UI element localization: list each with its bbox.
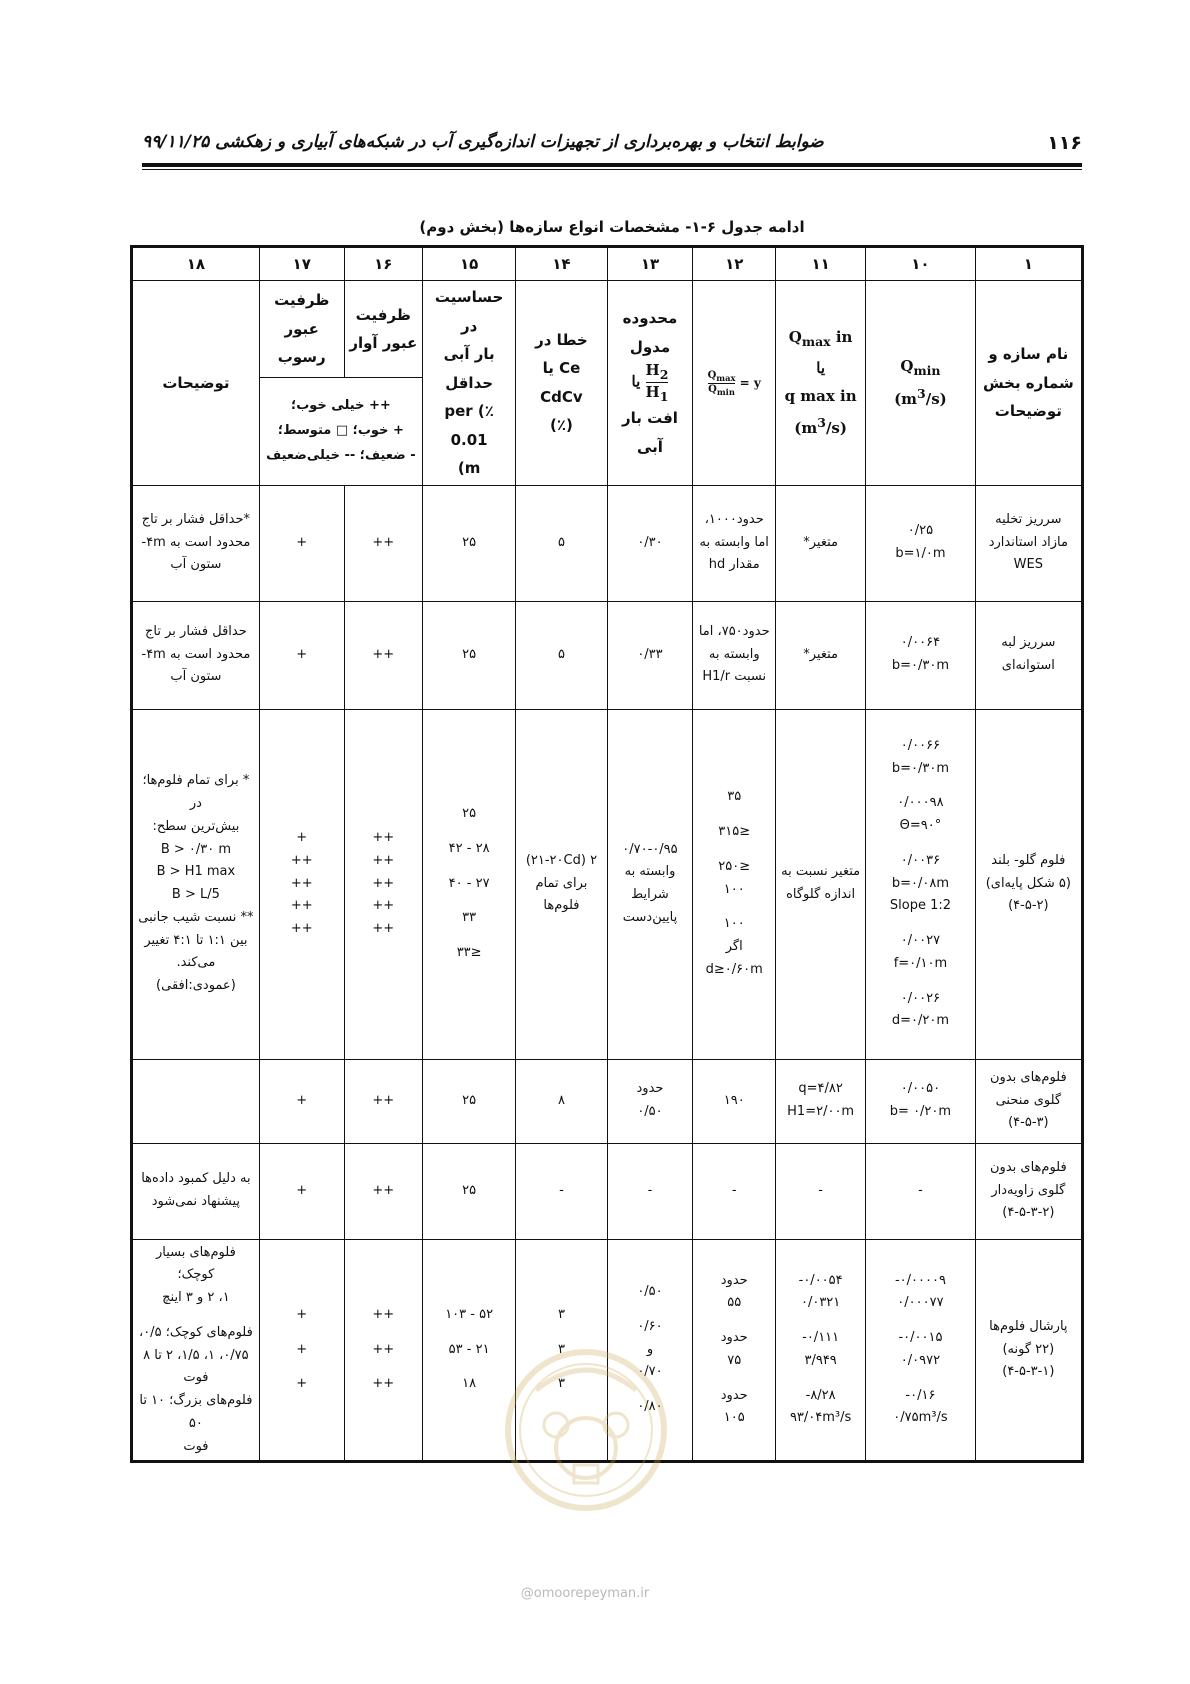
cell-line: ۰/۰۰۰۰۹-: [894, 1272, 946, 1288]
cell-line: حدود: [636, 1081, 664, 1097]
watermark-site-text: @omoorepeyman.ir: [520, 1586, 650, 1601]
header-line: عبور آوار: [349, 334, 418, 352]
cell-line: Θ=۹۰°: [899, 818, 942, 834]
cell-line: ۸: [557, 1092, 565, 1108]
cell-line: ++: [372, 875, 395, 891]
header-line: m): [457, 459, 481, 477]
cell-line: می‌کند. (عمودی:افقی): [156, 955, 236, 993]
column-number: ۱۶: [344, 247, 422, 281]
column-number: ۱۷: [259, 247, 344, 281]
cell-qmax: [776, 1239, 866, 1462]
cell-line: ستون آب: [170, 557, 222, 573]
cell-line: f=۰/۱۰m: [893, 955, 948, 971]
cell-line: ≤۳۱۵: [718, 824, 751, 840]
running-title: ضوابط انتخاب و بهره‌برداری از تجهیزات اندازه‌گیری آب در شبکه‌های آبیاری و زهکشی ۹۹/۱۱/۲۵: [142, 132, 824, 152]
cell-y-ratio: [693, 709, 776, 1059]
cell-line: ۰/۰۰۵۴-: [798, 1272, 843, 1288]
cell-remarks: [132, 485, 260, 601]
cell-line: +: [296, 534, 308, 550]
cell-modular-range: [607, 1143, 693, 1239]
structures-spec-table: [130, 245, 1084, 1463]
cell-line: بیش‌ترین سطح:: [152, 818, 240, 834]
header-line: ++ خیلی خوب؛: [291, 398, 391, 414]
cell-line: +: [296, 646, 308, 662]
cell-line: b=۱/۰m: [895, 546, 946, 561]
cell-line: -: [918, 1182, 923, 1198]
cell-remarks: [132, 1143, 260, 1239]
cell-line: WES: [1013, 557, 1043, 573]
cell-line: (۵ شکل پایه‌ای): [985, 875, 1071, 891]
header-line: ٪) per 0.01: [444, 402, 494, 449]
cell-line: d=۰/۲۰m: [891, 1013, 950, 1029]
cell-line: حدود: [720, 1387, 748, 1403]
cell-qmin: [866, 709, 975, 1059]
cell-debris-rating: [344, 1059, 422, 1143]
cell-debris-rating: [344, 1239, 422, 1462]
header-line: توضیحات: [994, 402, 1062, 420]
cell-line: ۰/۷۰: [637, 1364, 663, 1380]
cell-line: ** نسبت شیب جانبی: [138, 909, 254, 925]
cell-line: گلوی منحنی: [995, 1092, 1062, 1108]
cell-line: ۹۳/۰۴m³/s: [789, 1410, 852, 1426]
cell-line: ۱۸: [462, 1376, 477, 1392]
cell-line: ۰/۳۰: [637, 534, 663, 550]
cell-debris-rating: [344, 485, 422, 601]
cell-line: ۰/۰۹۷۲: [900, 1352, 941, 1368]
cell-line: ۰/۵۰: [637, 1284, 663, 1299]
cell-qmax: [776, 1059, 866, 1143]
cell-line: اما وابسته به: [699, 534, 769, 550]
cell-remarks: [132, 1239, 260, 1462]
cell-line: (۴-۵-۳-۲): [1002, 1205, 1055, 1221]
cell-line: حداقل فشار بر تاج: [145, 623, 247, 639]
cell-line: ۰/۸۰: [637, 1399, 663, 1414]
cell-line: ۱۰۰: [723, 916, 745, 932]
header-line: Ce یا CdCv: [540, 359, 583, 406]
cell-line: فوت: [183, 1438, 209, 1454]
cell-line: ۰/۷۵m³/s: [893, 1410, 948, 1426]
cell-error: [516, 1059, 607, 1143]
cell-sediment-rating: [259, 709, 344, 1059]
cell-line: ++: [372, 898, 395, 914]
cell-line: +: [296, 1182, 308, 1198]
cell-sediment-rating: [259, 601, 344, 709]
header-line: خطا در: [535, 330, 588, 349]
cell-debris-rating: [344, 709, 422, 1059]
cell-structure-name: [975, 1059, 1082, 1143]
cell-modular-range: [607, 1059, 693, 1143]
column-header-row: [132, 281, 1083, 378]
header-y-ratio: y = $Q_{max}$ $Q_{min}$: [693, 281, 776, 486]
cell-line: فلوم‌های بدون: [990, 1069, 1067, 1085]
header-sediment-capacity: [259, 281, 344, 378]
cell-line: q=۴/۸۲: [798, 1081, 843, 1097]
rating-legend: [259, 378, 422, 486]
cell-line: ۰/۷۰-۰/۹۵: [622, 841, 678, 857]
cell-line: ۰/۳۳: [637, 646, 663, 662]
cell-line: B > L/5: [171, 887, 220, 902]
cell-line: مازاد استاندارد: [988, 534, 1068, 550]
cell-line: اگر: [725, 939, 743, 955]
header-line: عبور: [284, 319, 319, 338]
cell-line: ۰/۰۰۲۶: [900, 990, 941, 1006]
cell-y-ratio: [693, 601, 776, 709]
cell-line: b=۰/۳۰m: [891, 658, 950, 673]
header-sensitivity: [422, 281, 515, 486]
cell-line: ستون آب: [170, 669, 222, 685]
cell-sensitivity: [422, 601, 515, 709]
cell-qmax: [776, 485, 866, 601]
cell-qmin: [866, 1059, 975, 1143]
cell-line: حدود: [720, 1330, 748, 1346]
cell-sediment-rating: [259, 485, 344, 601]
cell-sediment-rating: [259, 1059, 344, 1143]
cell-structure-name: [975, 485, 1082, 601]
cell-line: ۰/۰۰۶۶: [900, 737, 941, 753]
cell-line: ۰/۶۰: [637, 1318, 663, 1334]
cell-line: ۲ (۲۱-۲۰Cd): [525, 852, 598, 868]
cell-line: ++: [372, 921, 395, 937]
cell-error: [516, 485, 607, 601]
cell-debris-rating: [344, 1143, 422, 1239]
cell-sediment-rating: [259, 1239, 344, 1462]
cell-line: سرریز تخلیه: [995, 511, 1062, 527]
header-line: نام سازه و: [988, 345, 1069, 363]
cell-line: ۲۵: [462, 646, 477, 662]
cell-remarks: [132, 709, 260, 1059]
header-rule-thin: [142, 169, 1082, 170]
cell-error: [516, 709, 607, 1059]
cell-line: ۰/۵۰: [637, 1104, 663, 1119]
cell-line: ۳: [557, 1376, 565, 1392]
cell-line: ۸/۲۸-: [805, 1387, 836, 1403]
cell-line: ۲۸ - ۴۲: [448, 840, 490, 856]
cell-sensitivity: [422, 709, 515, 1059]
cell-line: مقدار hd: [708, 557, 760, 573]
cell-line: برای تمام: [535, 875, 588, 891]
cell-qmin: [866, 485, 975, 601]
cell-modular-range: [607, 485, 693, 601]
cell-structure-name: [975, 1143, 1082, 1239]
cell-line: +: [296, 1092, 308, 1108]
header-debris-capacity: [344, 281, 422, 378]
cell-line: ≤۲۵۰: [718, 858, 751, 874]
cell-debris-rating: [344, 601, 422, 709]
cell-line: H1=۲/۰۰m: [787, 1104, 855, 1119]
cell-line: ۰/۰۳۲۱: [800, 1295, 841, 1311]
table-row: [132, 709, 1083, 1059]
cell-line: ++: [290, 921, 313, 937]
cell-line: *حداقل فشار بر تاج: [141, 511, 251, 527]
column-number: ۱۲: [693, 247, 776, 281]
cell-line: Slope 1:2: [889, 898, 951, 914]
cell-line: ۲۵: [462, 806, 477, 822]
cell-error: [516, 1143, 607, 1239]
cell-line: +: [296, 1341, 308, 1357]
cell-line: و: [646, 1341, 654, 1357]
cell-line: ++: [372, 1376, 395, 1392]
cell-line: ۵: [557, 646, 565, 662]
cell-line: فلوم‌های کوچک؛ ۰/۵،: [139, 1324, 253, 1340]
cell-y-ratio: [693, 1059, 776, 1143]
cell-line: ++: [372, 646, 395, 662]
cell-remarks: [132, 601, 260, 709]
cell-line: +: [296, 1306, 308, 1322]
cell-line: ۲۵: [462, 1182, 477, 1198]
cell-line: ۱۰۵: [723, 1410, 745, 1426]
cell-line: ۳۵: [727, 789, 742, 805]
table-row: [132, 485, 1083, 601]
table-caption: ادامه جدول ۶-۱- مشخصات انواع سازه‌ها (بخش دوم): [419, 218, 805, 236]
cell-line: استوانه‌ای: [1001, 658, 1055, 673]
cell-line: ۲۵: [462, 534, 477, 550]
cell-line: ۰/۰۰۵۰: [900, 1081, 941, 1097]
cell-line: شرایط: [631, 887, 669, 902]
cell-line: پیشنهاد نمی‌شود: [151, 1194, 241, 1209]
cell-remarks: [132, 1059, 260, 1143]
cell-line: پارشال فلوم‌ها: [989, 1318, 1068, 1334]
cell-line: ۵۵: [727, 1295, 742, 1311]
cell-sensitivity: [422, 485, 515, 601]
cell-qmax: [776, 709, 866, 1059]
header-line: + خوب؛ □ متوسط؛: [277, 422, 404, 438]
cell-line: ۳: [557, 1341, 565, 1357]
cell-line: ۰/۰۰۶۴: [900, 635, 941, 651]
cell-qmin: [866, 601, 975, 709]
column-number: ۱۰: [866, 247, 975, 281]
cell-line: ۰/۰۰۰۹۸: [897, 795, 944, 811]
table-row: [132, 1143, 1083, 1239]
cell-line: d≥۰/۶۰m: [705, 961, 763, 977]
cell-line: ۵۲ - ۱۰۳: [445, 1306, 494, 1322]
cell-line: ۰/۲۵: [907, 523, 934, 539]
cell-line: محدود است به ۴m-: [141, 534, 251, 550]
cell-line: ++: [372, 852, 395, 868]
cell-line: -: [731, 1182, 737, 1198]
cell-line: ≤۳۳: [456, 945, 482, 961]
header-qmin: $Q_{min}$ $(m^3/s)$: [866, 281, 975, 486]
cell-y-ratio: [693, 485, 776, 601]
cell-line: سرریز لبه: [1001, 635, 1056, 651]
header-rule: [142, 163, 1082, 167]
cell-line: ++: [372, 534, 395, 550]
cell-line: متغیر نسبت به: [781, 864, 861, 880]
header-error: [516, 281, 607, 486]
cell-line: حدود: [720, 1272, 748, 1288]
cell-line: ۰/۱۶-: [905, 1387, 936, 1403]
cell-line: حدود۱۰۰۰،: [704, 511, 764, 527]
cell-line: پایین‌دست: [622, 909, 678, 925]
header-line: شماره بخش: [982, 373, 1074, 392]
cell-line: ++: [290, 898, 313, 914]
cell-line: نسبت H1/r: [702, 669, 767, 685]
cell-line: ۷۵: [727, 1352, 742, 1368]
column-number: ۱۸: [132, 247, 260, 281]
cell-line: +: [296, 830, 308, 846]
header-line: (٪): [550, 416, 573, 435]
header-line: ظرفیت: [274, 291, 330, 310]
cell-line: فلوم‌های بزرگ؛ ۱۰ تا ۵۰: [139, 1393, 253, 1431]
cell-line: * برای تمام فلوم‌ها؛ در: [142, 773, 250, 811]
cell-modular-range: [607, 709, 693, 1059]
cell-line: حدود۷۵۰، اما: [698, 623, 770, 639]
cell-line: ۱، ۲ و ۳ اینچ: [162, 1290, 230, 1305]
cell-line: ۰/۰۰۲۷: [900, 933, 941, 949]
cell-line: +: [296, 1376, 308, 1392]
cell-line: ++: [372, 1092, 395, 1108]
cell-structure-name: [975, 1239, 1082, 1462]
table-row: [132, 1059, 1083, 1143]
header-qmax: $Q_{max}$ in یا q max in $(m^3/s)$: [776, 281, 866, 486]
cell-line: -: [818, 1182, 823, 1198]
cell-sensitivity: [422, 1143, 515, 1239]
cell-line: b= ۰/۲۰m: [889, 1104, 952, 1119]
page-number: ۱۱۶: [1047, 132, 1082, 154]
cell-line: B > H1 max: [156, 864, 236, 880]
cell-line: گلوی زاویه‌دار: [991, 1182, 1066, 1198]
cell-line: ۲۱ - ۵۳: [448, 1341, 490, 1357]
cell-line: ۲۵: [462, 1092, 477, 1108]
cell-error: [516, 601, 607, 709]
header-line: حداقل: [445, 373, 494, 392]
cell-line: بین ۱:۱ تا ۴:۱ تغییر: [144, 932, 248, 948]
cell-qmax: [776, 601, 866, 709]
header-line: رسوب: [277, 348, 326, 367]
header-line: حساسیت در: [434, 288, 504, 335]
cell-structure-name: [975, 709, 1082, 1059]
cell-line: (۴-۵-۳): [1008, 1115, 1049, 1131]
cell-line: وابسته به: [708, 646, 760, 662]
table-row: [132, 601, 1083, 709]
cell-line: ++: [372, 1306, 395, 1322]
column-number-row: [132, 247, 1083, 281]
cell-line: ۳/۹۴۹: [804, 1352, 837, 1368]
cell-line: -: [647, 1182, 653, 1198]
cell-line: -: [559, 1182, 564, 1198]
cell-line: فلوم گلو- بلند: [991, 852, 1066, 868]
header-structure-name: [975, 281, 1082, 486]
cell-modular-range: [607, 601, 693, 709]
cell-line: ++: [372, 1341, 395, 1357]
column-number: ۱۱: [776, 247, 866, 281]
column-number: ۱: [975, 247, 1082, 281]
cell-line: به دلیل کمبود داده‌ها: [141, 1171, 251, 1187]
cell-line: ۳: [557, 1306, 565, 1322]
cell-line: (۴-۵-۳-۱): [1002, 1364, 1055, 1380]
cell-line: اندازه گلوگاه: [786, 887, 856, 902]
cell-line: فوت: [183, 1370, 209, 1386]
cell-line: (۴-۵-۲): [1008, 898, 1049, 914]
cell-line: ۱۰۰: [723, 881, 745, 897]
column-number: ۱۵: [422, 247, 515, 281]
cell-line: b=۰/۳۰m: [891, 760, 950, 776]
cell-line: ۰/۱۱۱-: [802, 1330, 840, 1346]
cell-line: ++: [290, 875, 313, 891]
cell-line: b=۰/۰۸m: [891, 875, 950, 891]
cell-line: ++: [372, 830, 395, 846]
cell-line: ۵: [557, 534, 565, 550]
cell-y-ratio: [693, 1239, 776, 1462]
cell-line: (۲۲ گونه): [1002, 1341, 1055, 1357]
cell-line: ۰/۰۰۱۵-: [898, 1330, 943, 1346]
header-modular-range: محدوده مدول $\frac{H_2}{H_1}$ یا افت بار آبی: [607, 281, 693, 486]
cell-line: محدود است به ۴m-: [141, 646, 251, 662]
cell-sediment-rating: [259, 1143, 344, 1239]
cell-line: ۳۳: [462, 910, 477, 926]
cell-line: B > ۰/۳۰ m: [160, 841, 232, 857]
column-number: ۱۴: [516, 247, 607, 281]
cell-line: فلوم‌های بسیار کوچک؛: [156, 1244, 236, 1283]
header-line: - ضعیف؛ -- خیلی‌ضعیف: [266, 447, 416, 463]
column-number: ۱۳: [607, 247, 693, 281]
cell-line: ۰/۰۰۳۶: [900, 852, 941, 868]
cell-line: وابسته به: [624, 864, 676, 880]
cell-sensitivity: [422, 1059, 515, 1143]
cell-line: فلوم‌های بدون: [990, 1159, 1067, 1175]
cell-line: ++: [372, 1182, 395, 1198]
header-remarks: توضیحات: [132, 281, 260, 486]
cell-line: ۲۷ - ۴۰: [448, 875, 490, 891]
header-line: بار آبی: [443, 345, 495, 363]
cell-line: ۱۹۰: [723, 1092, 745, 1108]
cell-qmin: [866, 1239, 975, 1462]
cell-line: متغیر*: [803, 646, 839, 662]
header-line: ظرفیت: [355, 305, 411, 324]
emblem-seal-icon: [496, 1330, 676, 1530]
cell-line: ۰/۷۵، ۱، ۱/۵، ۲ تا ۸: [143, 1347, 249, 1363]
cell-line: متغیر*: [803, 534, 839, 550]
cell-y-ratio: [693, 1143, 776, 1239]
cell-line: فلوم‌ها: [543, 898, 580, 914]
cell-qmax: [776, 1143, 866, 1239]
cell-structure-name: [975, 601, 1082, 709]
cell-line: ++: [290, 852, 313, 868]
cell-qmin: [866, 1143, 975, 1239]
cell-line: ۰/۰۰۰۷۷: [897, 1295, 944, 1311]
page-header: [142, 128, 1082, 164]
